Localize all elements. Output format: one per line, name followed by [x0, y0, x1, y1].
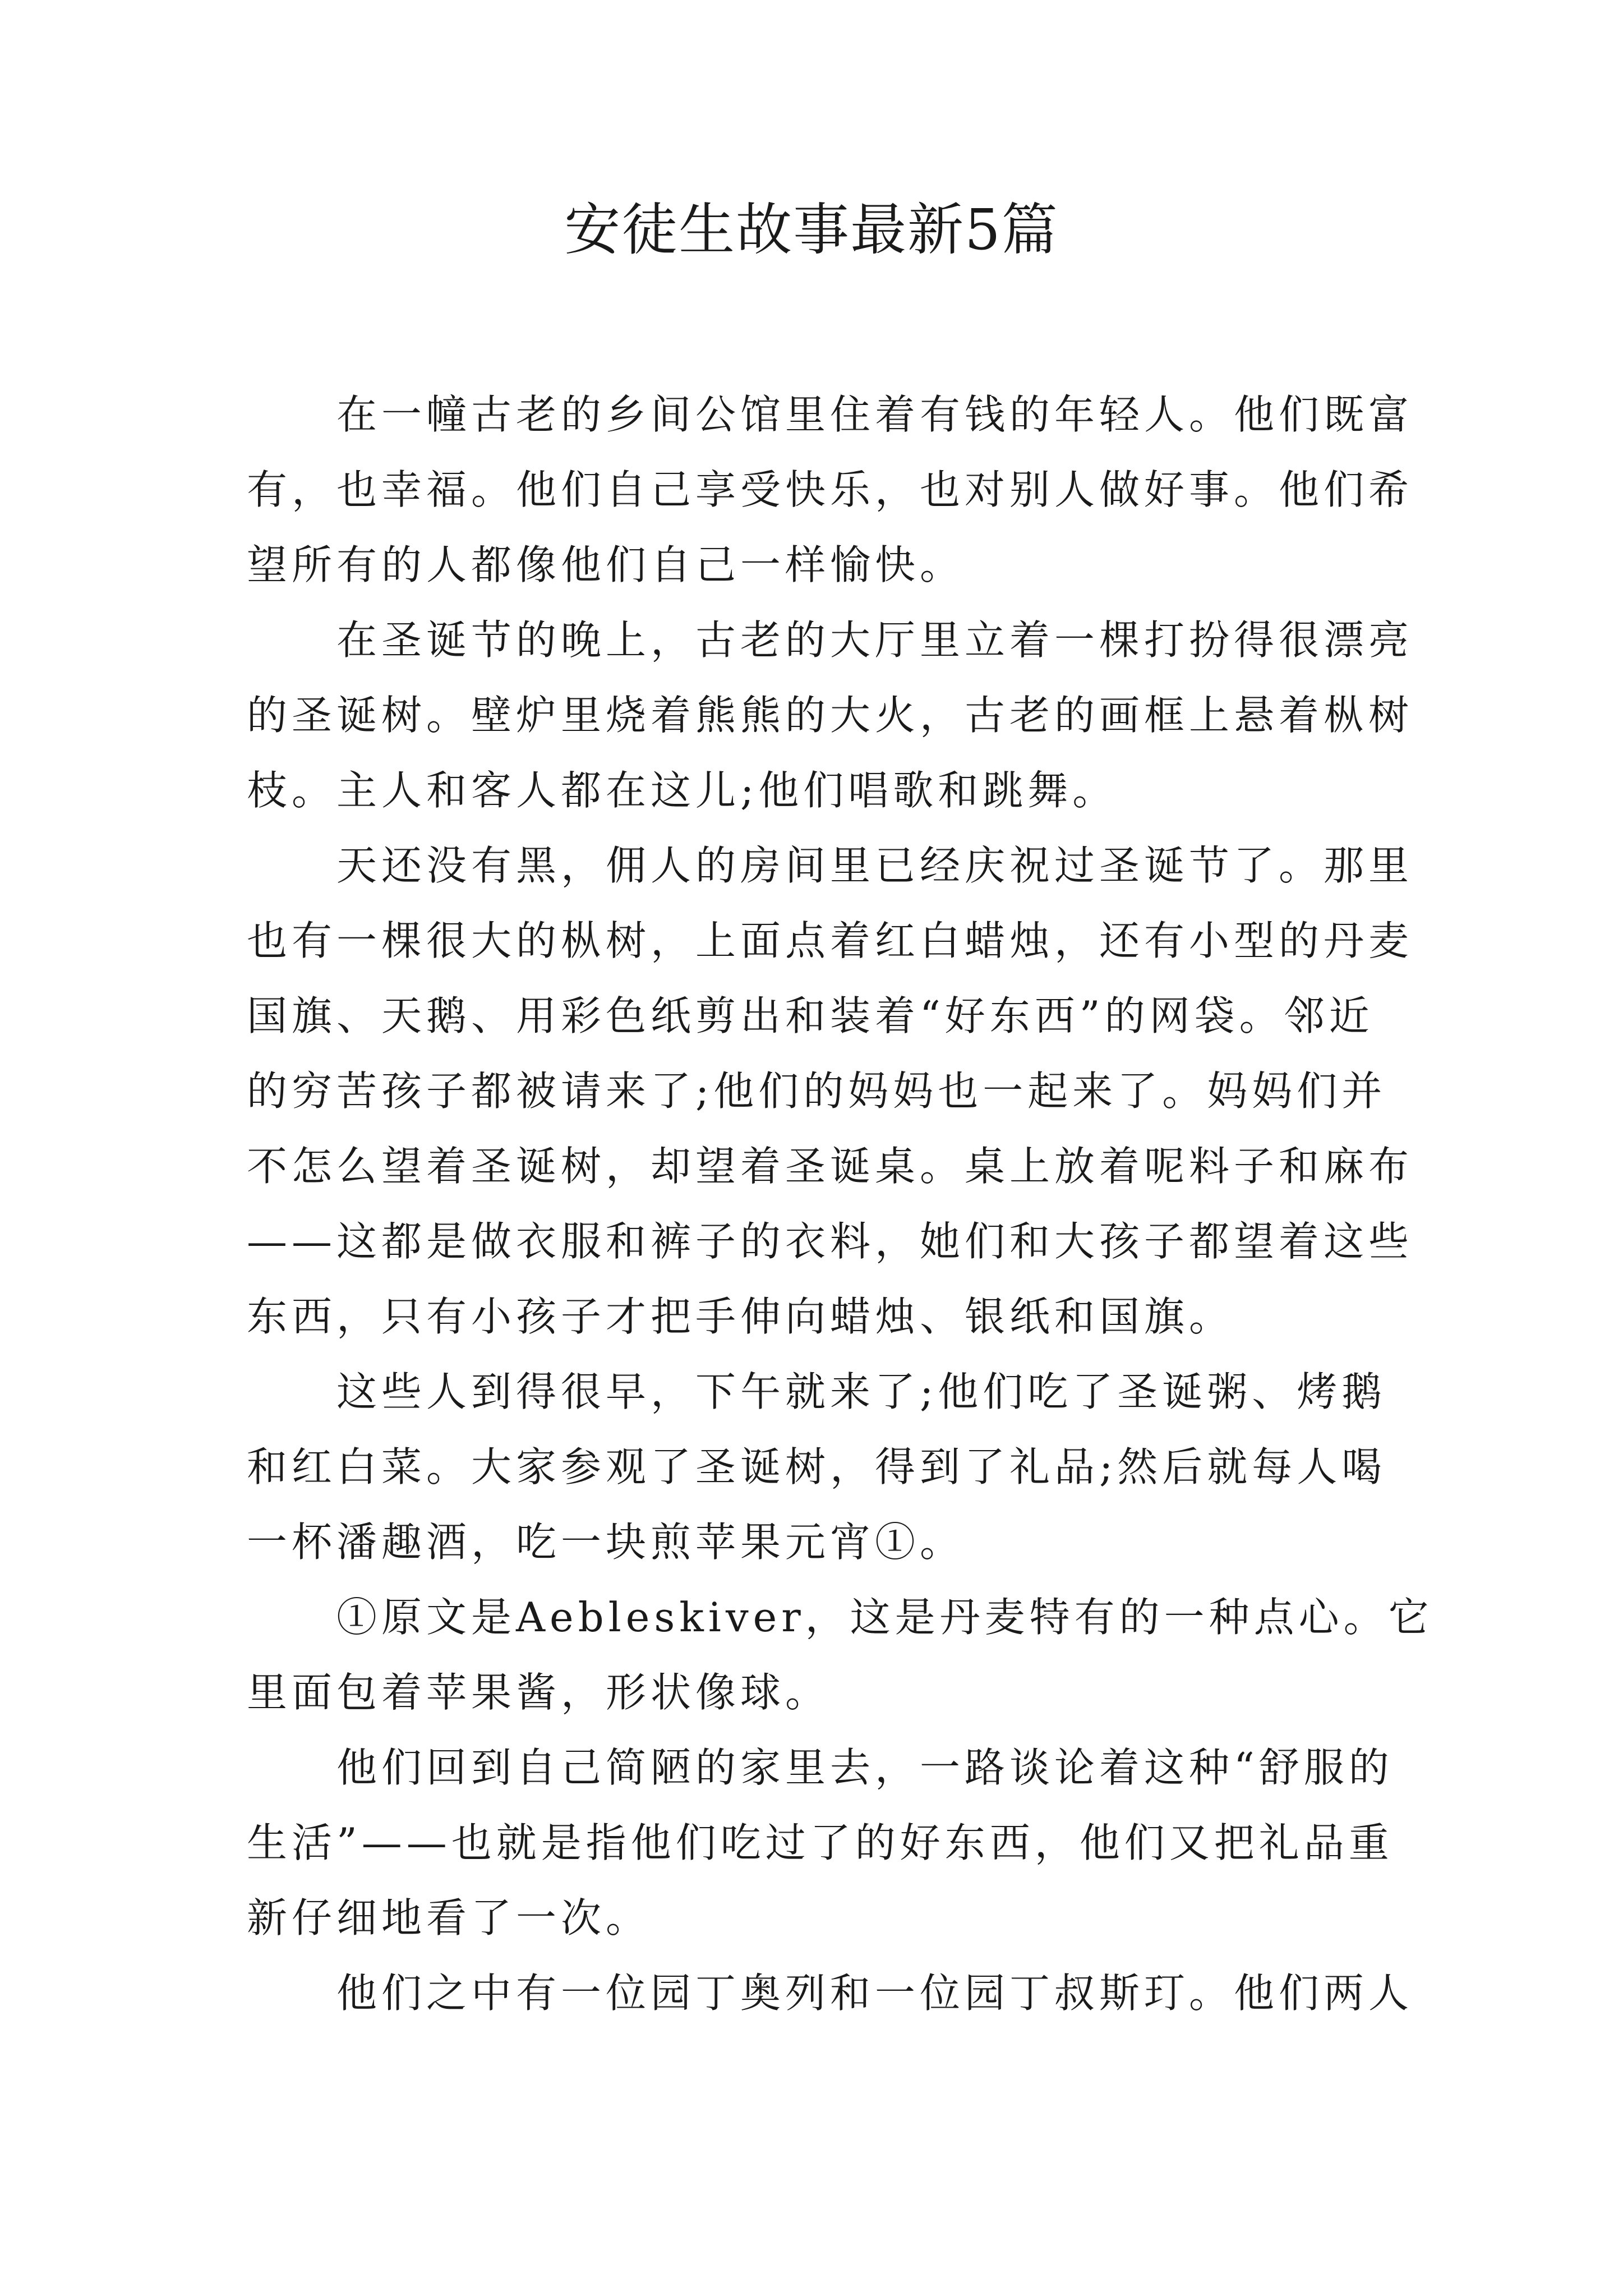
- text-line: 的穷苦孩子都被请来了;他们的妈妈也一起来了。妈妈们并: [247, 1068, 1387, 1115]
- text-line: 一杯潘趣酒，吃一块煎苹果元宵①。: [247, 1519, 965, 1566]
- text-line: 的圣诞树。壁炉里烧着熊熊的大火，古老的画框上悬着枞树: [247, 692, 1414, 739]
- text-line: 不怎么望着圣诞树，却望着圣诞桌。桌上放着呢料子和麻布: [247, 1143, 1414, 1190]
- document-body: [247, 377, 1433, 2031]
- text-line: 天还没有黑，佣人的房间里已经庆祝过圣诞节了。那里: [336, 842, 1414, 889]
- text-line: ①原文是Aebleskiver，这是丹麦特有的一种点心。它: [336, 1594, 1433, 1641]
- text-line: 他们之中有一位园丁奥列和一位园丁叔斯玎。他们两人: [336, 1970, 1414, 2017]
- text-line: 在圣诞节的晚上，古老的大厅里立着一棵打扮得很漂亮: [336, 616, 1414, 664]
- text-line: 望所有的人都像他们自己一样愉快。: [247, 541, 965, 588]
- document-title: 安徒生故事最新5篇: [564, 197, 1059, 263]
- text-line: 生活”——也就是指他们吃过了的好东西，他们又把礼品重: [247, 1819, 1394, 1866]
- text-line: 枝。主人和客人都在这儿;他们唱歌和跳舞。: [247, 767, 1118, 814]
- text-line: 也有一棵很大的枞树，上面点着红白蜡烛，还有小型的丹麦: [247, 917, 1414, 964]
- text-line: 里面包着苹果酱，形状像球。: [247, 1669, 831, 1716]
- text-line: 这些人到得很早，下午就来了;他们吃了圣诞粥、烤鹅: [336, 1368, 1387, 1415]
- text-line: 东西，只有小孩子才把手伸向蜡烛、银纸和国旗。: [247, 1293, 1234, 1340]
- text-line: 有，也幸福。他们自己享受快乐，也对别人做好事。他们希: [247, 466, 1414, 513]
- text-line: 新仔细地看了一次。: [247, 1894, 651, 1941]
- text-line: 国旗、天鹅、用彩色纸剪出和装着“好东西”的网袋。邻近: [247, 992, 1374, 1039]
- text-line: ——这都是做衣服和裤子的衣料，她们和大孩子都望着这些: [247, 1218, 1414, 1265]
- text-line: 他们回到自己简陋的家里去，一路谈论着这种“舒服的: [336, 1744, 1394, 1791]
- text-line: 和红白菜。大家参观了圣诞树，得到了礼品;然后就每人喝: [247, 1443, 1387, 1490]
- text-line: 在一幢古老的乡间公馆里住着有钱的年轻人。他们既富: [336, 391, 1414, 438]
